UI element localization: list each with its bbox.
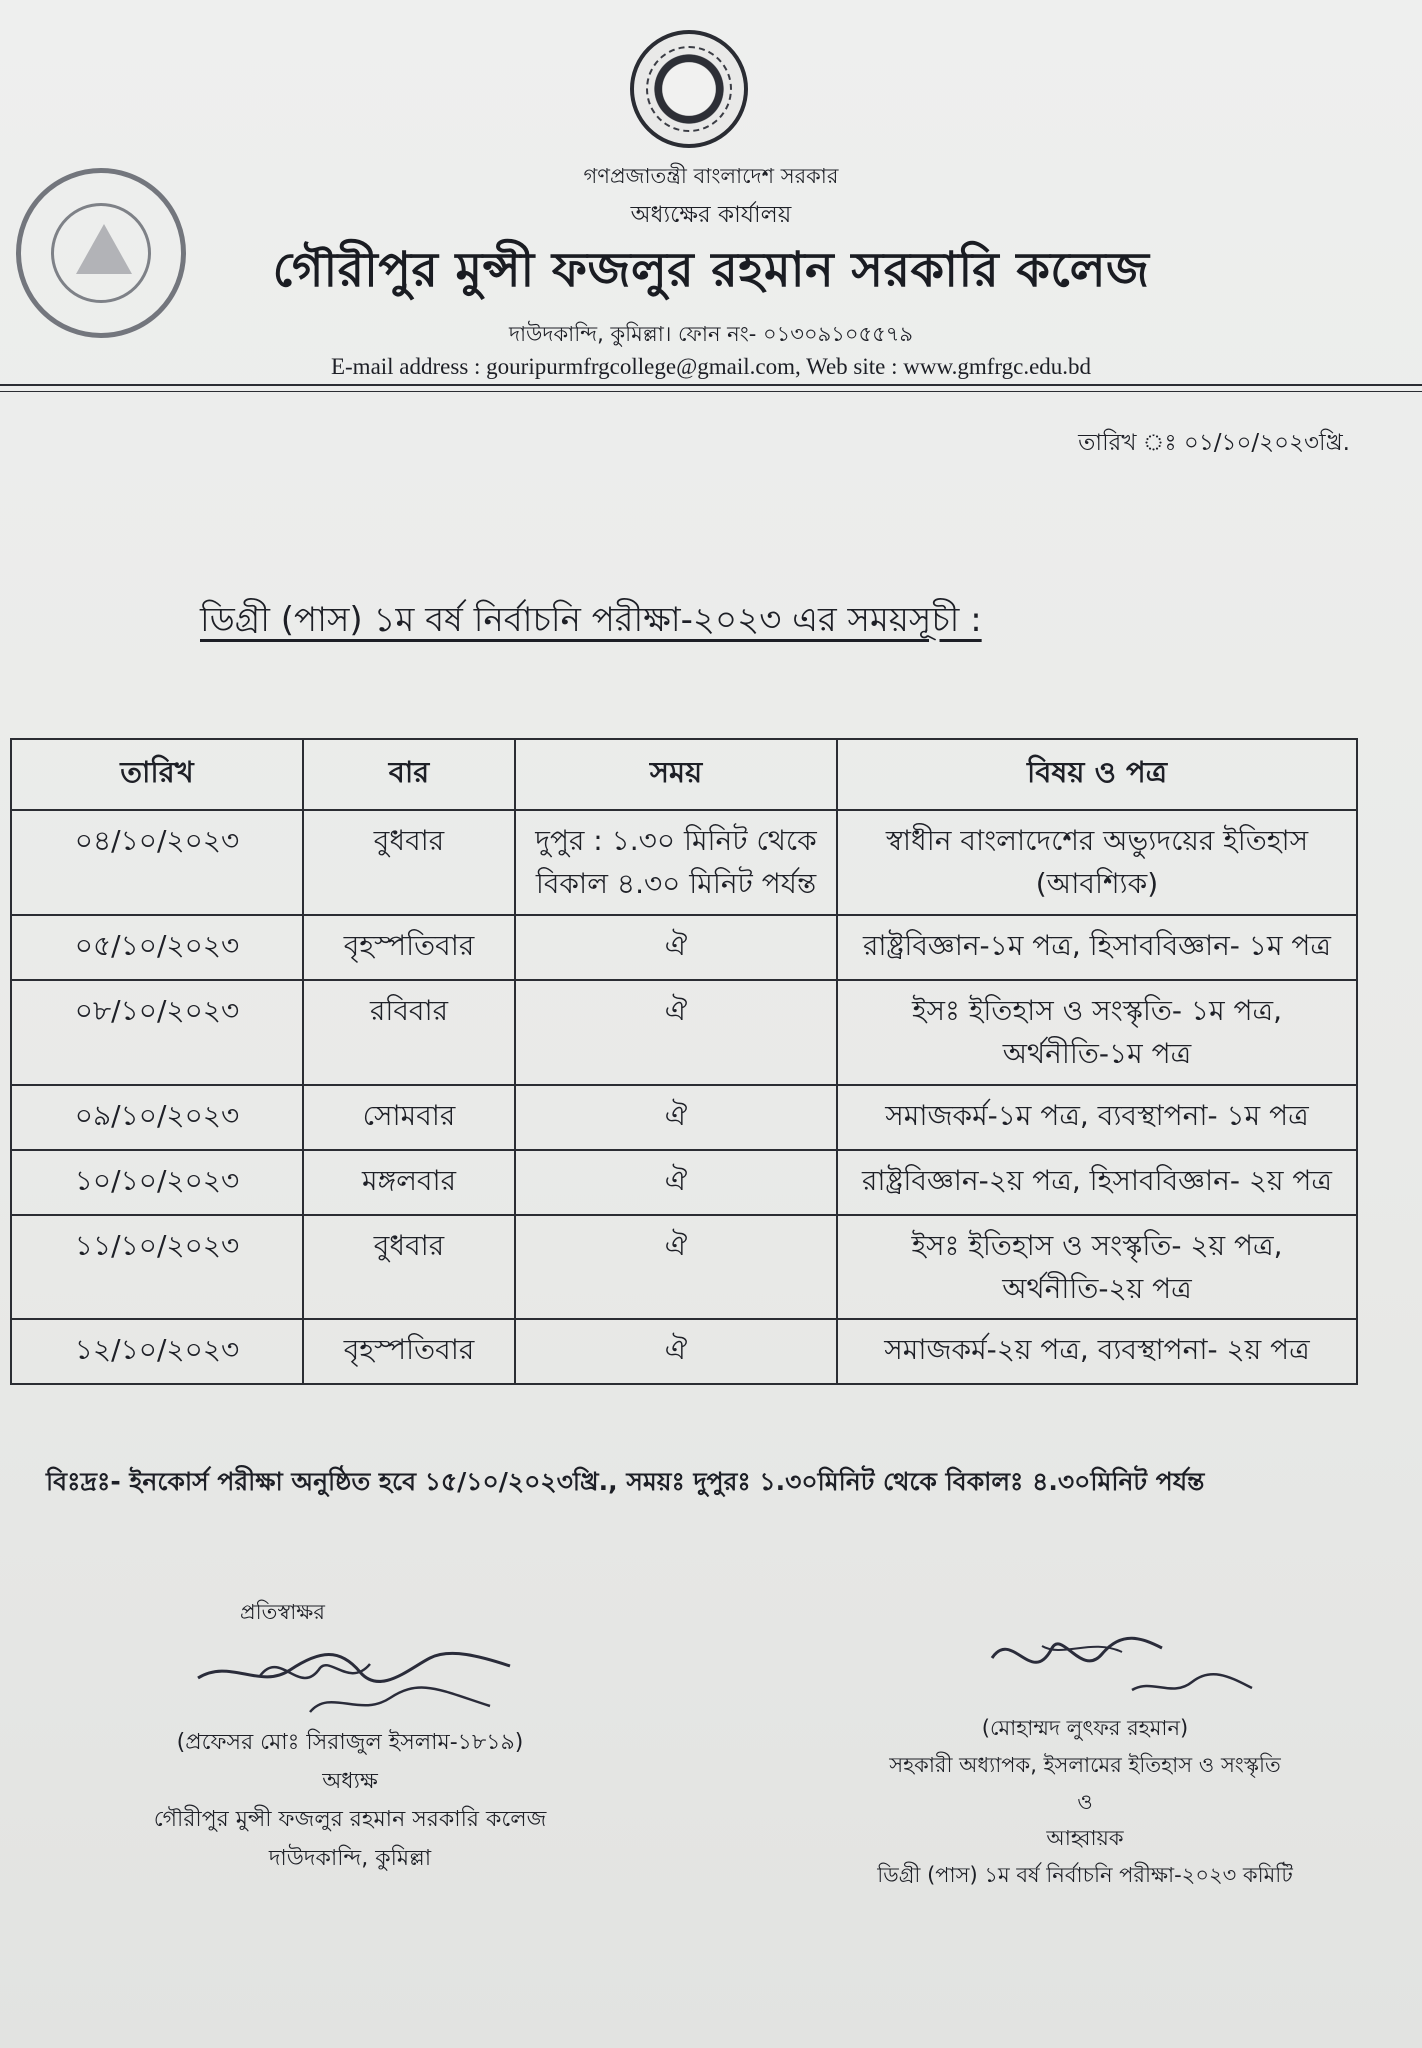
convener-signature-icon bbox=[982, 1618, 1262, 1708]
table-row bbox=[11, 1150, 1357, 1215]
principal-title: অধ্যক্ষ bbox=[322, 1768, 378, 1794]
row-time: ঐ bbox=[515, 980, 837, 1085]
header-divider bbox=[0, 384, 1422, 386]
row-time: দুপুর : ১.৩০ মিনিট থেকে বিকাল ৪.৩০ মিনিট পর্যন্ত bbox=[515, 810, 837, 915]
schedule-title: ডিগ্রী (পাস) ১ম বর্ষ নির্বাচনি পরীক্ষা-২০২৩ এর সময়সূচী : bbox=[200, 600, 982, 640]
row-subject: রাষ্ট্রবিজ্ঞান-২য় পত্র, হিসাববিজ্ঞান- ২য় পত্র bbox=[837, 1150, 1357, 1215]
column-header-time: সময় bbox=[515, 739, 837, 810]
convener-conjunction: ও bbox=[1077, 1789, 1093, 1814]
column-header-subject: বিষয় ও পত্র bbox=[837, 739, 1357, 810]
row-time: ঐ bbox=[515, 1085, 837, 1150]
convener-committee: ডিগ্রী (পাস) ১ম বর্ষ নির্বাচনি পরীক্ষা-২০২৩ কমিটি bbox=[877, 1863, 1293, 1887]
incourse-notice: বিঃদ্রঃ- ইনকোর্স পরীক্ষা অনুষ্ঠিত হবে ১৫/১০/২০২৩খ্রি., সময়ঃ দুপুরঃ ১.৩০মিনিট থেকে বিকালঃ ৪.৩০মিনিট পর্যন্ত bbox=[46, 1467, 1205, 1496]
row-day: বৃহস্পতিবার bbox=[303, 915, 515, 980]
row-day: সোমবার bbox=[303, 1085, 515, 1150]
row-day: মঙ্গলবার bbox=[303, 1150, 515, 1215]
row-date: ০৮/১০/২০২৩ bbox=[11, 980, 303, 1085]
table-row bbox=[11, 915, 1357, 980]
convener-signature-block bbox=[780, 1710, 1390, 1894]
college-address: দাউদকান্দি, কুমিল্লা। ফোন নং- ০১৩০৯১০৫৫৭৯ bbox=[508, 322, 914, 346]
principal-place: দাউদকান্দি, কুমিল্লা bbox=[268, 1845, 432, 1871]
table-row bbox=[11, 1215, 1357, 1320]
row-day: বুধবার bbox=[303, 810, 515, 915]
row-subject: ইসঃ ইতিহাস ও সংস্কৃতি- ১ম পত্র, অর্থনীতি-১ম পত্র bbox=[837, 980, 1357, 1085]
principal-name: (প্রফেসর মোঃ সিরাজুল ইসলাম-১৮১৯) bbox=[176, 1730, 524, 1755]
countersign-label: প্রতিস্বাক্ষর bbox=[240, 1600, 325, 1624]
row-time: ঐ bbox=[515, 1319, 837, 1384]
row-subject: সমাজকর্ম-২য় পত্র, ব্যবস্থাপনা- ২য় পত্র bbox=[837, 1319, 1357, 1384]
column-header-day: বার bbox=[303, 739, 515, 810]
row-date: ০৯/১০/২০২৩ bbox=[11, 1085, 303, 1150]
government-seal-icon bbox=[630, 30, 748, 148]
convener-role: আহ্বায়ক bbox=[1046, 1826, 1124, 1851]
office-line: অধ্যক্ষের কার্যালয় bbox=[630, 202, 792, 228]
college-contact: E-mail address : gouripurmfrgcollege@gmail.com, Web site : www.gmfrgc.edu.bd bbox=[330, 354, 1092, 379]
row-subject: ইসঃ ইতিহাস ও সংস্কৃতি- ২য় পত্র, অর্থনীতি-২য় পত্র bbox=[837, 1215, 1357, 1320]
header-divider-thin bbox=[0, 391, 1422, 392]
row-day: বুধবার bbox=[303, 1215, 515, 1320]
exam-schedule-table bbox=[10, 738, 1358, 1385]
convener-name: (মোহাম্মদ লুৎফর রহমান) bbox=[981, 1716, 1189, 1740]
table-row bbox=[11, 1319, 1357, 1384]
table-row bbox=[11, 810, 1357, 915]
row-subject: সমাজকর্ম-১ম পত্র, ব্যবস্থাপনা- ১ম পত্র bbox=[837, 1085, 1357, 1150]
row-date: ১১/১০/২০২৩ bbox=[11, 1215, 303, 1320]
table-row bbox=[11, 1085, 1357, 1150]
principal-signature-block bbox=[40, 1724, 660, 1878]
row-date: ০৫/১০/২০২৩ bbox=[11, 915, 303, 980]
row-time: ঐ bbox=[515, 1150, 837, 1215]
column-header-date: তারিখ bbox=[11, 739, 303, 810]
issue-date: তারিখ ঃ ০১/১০/২০২৩খ্রি. bbox=[1078, 430, 1350, 456]
row-day: রবিবার bbox=[303, 980, 515, 1085]
table-row bbox=[11, 980, 1357, 1085]
table-header-row bbox=[11, 739, 1357, 810]
row-time: ঐ bbox=[515, 915, 837, 980]
convener-designation: সহকারী অধ্যাপক, ইসলামের ইতিহাস ও সংস্কৃতি bbox=[889, 1752, 1281, 1777]
row-day: বৃহস্পতিবার bbox=[303, 1319, 515, 1384]
row-time: ঐ bbox=[515, 1215, 837, 1320]
row-subject: রাষ্ট্রবিজ্ঞান-১ম পত্র, হিসাববিজ্ঞান- ১ম পত্র bbox=[837, 915, 1357, 980]
row-subject: স্বাধীন বাংলাদেশের অভ্যুদয়ের ইতিহাস (আবশ্যিক) bbox=[837, 810, 1357, 915]
row-date: ১২/১০/২০২৩ bbox=[11, 1319, 303, 1384]
row-date: ১০/১০/২০২৩ bbox=[11, 1150, 303, 1215]
government-line: গণপ্রজাতন্ত্রী বাংলাদেশ সরকার bbox=[583, 164, 839, 188]
principal-signature-icon bbox=[190, 1628, 520, 1724]
row-date: ০৪/১০/২০২৩ bbox=[11, 810, 303, 915]
principal-college: গৌরীপুর মুন্সী ফজলুর রহমান সরকারি কলেজ bbox=[153, 1807, 547, 1832]
college-name: গৌরীপুর মুন্সী ফজলুর রহমান সরকারি কলেজ bbox=[272, 242, 1150, 298]
